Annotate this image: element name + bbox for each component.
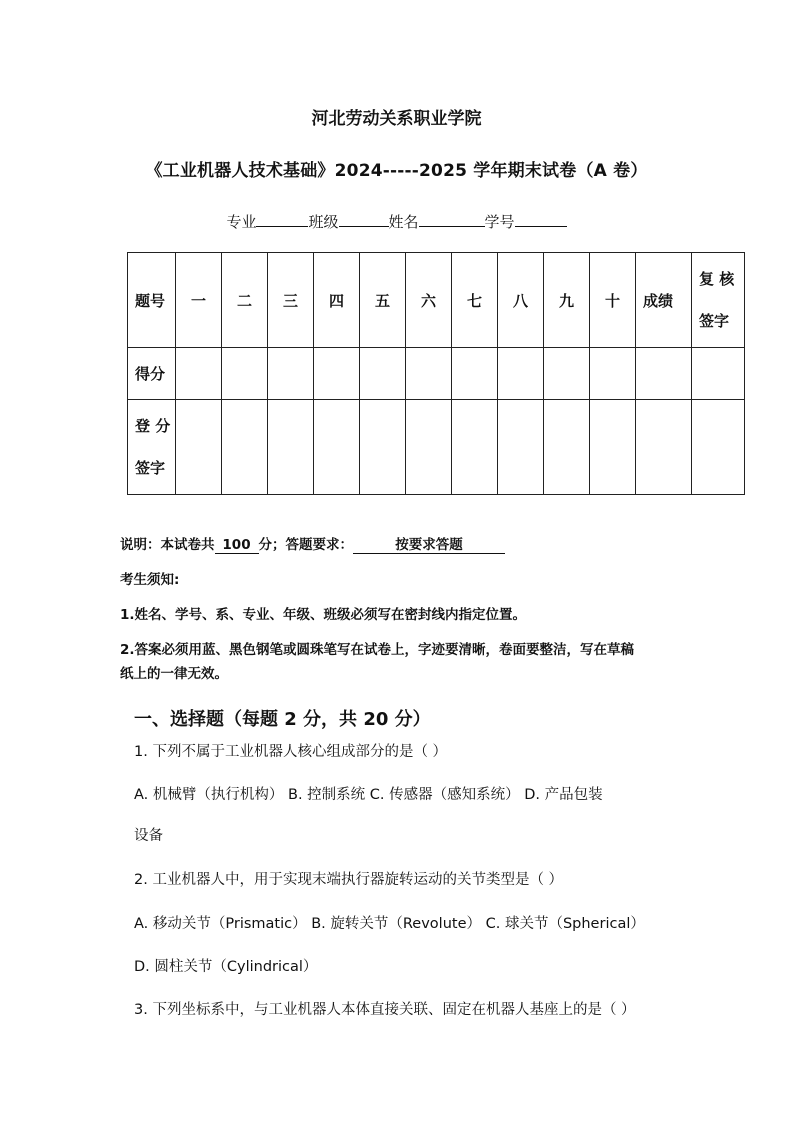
score-input-cell[interactable]: [222, 348, 268, 400]
question-3: 3. 下列坐标系中，与工业机器人本体直接关联、固定在机器人基座上的是（ ）: [134, 1002, 636, 1018]
col-cell-9: 九: [544, 253, 590, 348]
score-input-cell[interactable]: [452, 348, 498, 400]
major-blank: [256, 212, 308, 227]
sign-row-label: [128, 400, 176, 495]
review-label-cell: [692, 253, 745, 348]
name-label: 姓名: [388, 213, 419, 231]
question-2: 2. 工业机器人中，用于实现末端执行器旋转运动的关节类型是（ ）: [134, 872, 564, 888]
score-input-cell[interactable]: [268, 348, 314, 400]
sign-input-cell[interactable]: [406, 400, 452, 495]
sign-input-cell[interactable]: [692, 400, 745, 495]
score-input-cell[interactable]: [636, 348, 692, 400]
col-cell-5: 五: [360, 253, 406, 348]
name-blank: [419, 212, 485, 227]
question-1: 1. 下列不属于工业机器人核心组成部分的是（ ）: [134, 744, 448, 760]
score-table: [127, 252, 745, 495]
sign-input-cell[interactable]: [452, 400, 498, 495]
sign-input-cell[interactable]: [176, 400, 222, 495]
sign-input-cell[interactable]: [268, 400, 314, 495]
col-cell-7: 七: [452, 253, 498, 348]
header-label-cell: 题号: [128, 253, 176, 348]
question-2-options: A. 移动关节（Prismatic） B. 旋转关节（Revolute） C. 球关节（Spherical）: [134, 916, 645, 932]
question-1-options: A. 机械臂（执行机构） B. 控制系统 C. 传感器（感知系统） D. 产品包装: [134, 787, 603, 803]
exam-description: [120, 533, 505, 554]
student-info-line: [0, 211, 793, 232]
sign-input-cell[interactable]: [314, 400, 360, 495]
score-input-cell[interactable]: [590, 348, 636, 400]
score-row-label: 得分: [128, 348, 176, 400]
total-label-cell: 成绩: [636, 253, 692, 348]
col-cell-1: 一: [176, 253, 222, 348]
school-name: 河北劳动关系职业学院: [311, 109, 482, 129]
desc-prefix: 说明：本试卷共: [120, 537, 215, 553]
score-input-cell[interactable]: [498, 348, 544, 400]
sign-input-cell[interactable]: [222, 400, 268, 495]
col-cell-4: 四: [314, 253, 360, 348]
table-row: [128, 253, 745, 348]
class-label: 班级: [308, 213, 339, 231]
sign-input-cell[interactable]: [544, 400, 590, 495]
score-input-cell[interactable]: [360, 348, 406, 400]
col-cell-6: 六: [406, 253, 452, 348]
review-label-2: 签字: [699, 312, 730, 330]
id-blank: [515, 212, 567, 227]
col-cell-10: 十: [590, 253, 636, 348]
col-cell-2: 二: [222, 253, 268, 348]
exam-title: 《工业机器人技术基础》2024-----2025 学年期末试卷（A 卷）: [145, 161, 648, 181]
question-2-options-cont: D. 圆柱关节（Cylindrical）: [134, 959, 318, 975]
answer-requirement: 按要求答题: [353, 533, 505, 554]
table-row: [128, 400, 745, 495]
desc-mid: 分；答题要求：: [258, 537, 353, 553]
table-row: [128, 348, 745, 400]
sign-input-cell[interactable]: [636, 400, 692, 495]
sign-label-2: 签字: [135, 459, 166, 477]
notice-item-2-line1: 2.答案必须用蓝、黑色钢笔或圆珠笔写在试卷上，字迹要清晰，卷面要整洁，写在草稿: [120, 642, 635, 658]
total-score-value: 100: [215, 537, 259, 554]
question-1-options-cont: 设备: [134, 828, 163, 844]
col-cell-8: 八: [498, 253, 544, 348]
major-label: 专业: [226, 213, 257, 231]
score-input-cell[interactable]: [314, 348, 360, 400]
class-blank: [339, 212, 389, 227]
score-input-cell[interactable]: [176, 348, 222, 400]
sign-input-cell[interactable]: [498, 400, 544, 495]
notice-item-2-line2: 纸上的一律无效。: [120, 666, 228, 682]
sign-input-cell[interactable]: [590, 400, 636, 495]
col-cell-3: 三: [268, 253, 314, 348]
score-input-cell[interactable]: [406, 348, 452, 400]
section-title: 一、选择题（每题 2 分，共 20 分）: [134, 709, 431, 730]
id-label: 学号: [484, 213, 515, 231]
score-input-cell[interactable]: [692, 348, 745, 400]
notice-item-1: 1.姓名、学号、系、专业、年级、班级必须写在密封线内指定位置。: [120, 607, 527, 623]
sign-label-1: 登 分: [135, 417, 171, 435]
sign-input-cell[interactable]: [360, 400, 406, 495]
score-input-cell[interactable]: [544, 348, 590, 400]
notice-title: 考生须知:: [120, 572, 180, 588]
review-label-1: 复 核: [699, 270, 735, 288]
